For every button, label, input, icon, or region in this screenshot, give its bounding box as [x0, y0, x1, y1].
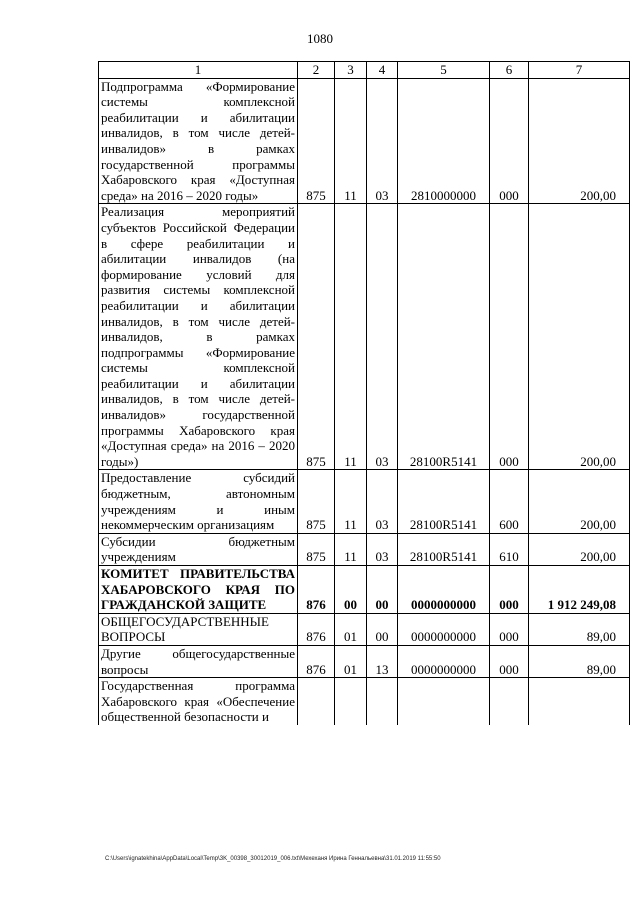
row-section [335, 678, 367, 725]
row-subsection: 00 [367, 613, 398, 645]
table-row [99, 470, 630, 533]
row-amount: 200,00 [529, 470, 630, 533]
row-expense-type: 610 [490, 533, 529, 565]
row-ministry-code [298, 678, 335, 725]
row-section: 01 [335, 613, 367, 645]
row-target-article: 28100R5141 [398, 204, 490, 470]
row-subsection [367, 678, 398, 725]
table-row [99, 204, 630, 470]
row-name: Другие общегосударственные вопросы [99, 645, 298, 677]
table-header-row [99, 62, 630, 79]
row-ministry-code: 875 [298, 470, 335, 533]
row-section: 11 [335, 533, 367, 565]
row-section: 01 [335, 645, 367, 677]
row-target-article [398, 678, 490, 725]
footer-file-path: C:\Users\ignatekhina\AppData\Local\Temp\3K_00398_30012019_006.txt\Мехеханя Ирина Геннальевна\31.01.2019 11:55:50 [105, 856, 441, 862]
table-row [99, 533, 630, 565]
table-row [99, 613, 630, 645]
table-row [99, 78, 630, 204]
header-cell: 2 [298, 62, 335, 79]
row-subsection: 00 [367, 566, 398, 614]
row-amount: 89,00 [529, 645, 630, 677]
row-subsection: 03 [367, 470, 398, 533]
header-cell: 3 [335, 62, 367, 79]
row-name: КОМИТЕТ ПРАВИТЕЛЬСТВА ХАБАРОВСКОГО КРАЯ ПО ГРАЖДАНСКОЙ ЗАЩИТЕ [99, 566, 298, 614]
row-name: Предоставление субсидий бюджетным, автономным учреждениям и иным некоммерческим организациям [99, 470, 298, 533]
row-target-article: 28100R5141 [398, 533, 490, 565]
row-target-article: 28100R5141 [398, 470, 490, 533]
row-expense-type: 000 [490, 645, 529, 677]
row-amount: 200,00 [529, 204, 630, 470]
row-subsection: 03 [367, 78, 398, 204]
header-cell: 5 [398, 62, 490, 79]
row-ministry-code: 875 [298, 204, 335, 470]
header-cell: 1 [99, 62, 298, 79]
row-name: Реализация мероприятий субъектов Российской Федерации в сфере реабилитации и абилитации инвалидов (на формирование условий для развития системы комплексной реабилитации и абилитации инвалидов, в том числе детей-инвалидов, в рамках подпрограммы «Формирование системы комплексной реабилитации и абилитации инвалидов, в том числе детей-инвалидов» государственной программы Хабаровского края «Доступная среда» на 2016 – 2020 годы») [99, 204, 298, 470]
row-ministry-code: 876 [298, 566, 335, 614]
row-ministry-code: 875 [298, 533, 335, 565]
table-row [99, 645, 630, 677]
row-ministry-code: 875 [298, 78, 335, 204]
row-target-article: 0000000000 [398, 645, 490, 677]
row-amount: 200,00 [529, 533, 630, 565]
row-expense-type [490, 678, 529, 725]
table-row [99, 678, 630, 725]
row-subsection: 13 [367, 645, 398, 677]
row-amount: 1 912 249,08 [529, 566, 630, 614]
row-section: 00 [335, 566, 367, 614]
page-number: 1080 [307, 31, 333, 46]
row-amount: 89,00 [529, 613, 630, 645]
budget-table [98, 61, 630, 725]
row-section: 11 [335, 470, 367, 533]
row-subsection: 03 [367, 533, 398, 565]
row-expense-type: 000 [490, 204, 529, 470]
row-name: ОБЩЕГОСУДАРСТВЕННЫЕ ВОПРОСЫ [99, 613, 298, 645]
row-ministry-code: 876 [298, 645, 335, 677]
row-name: Субсидии бюджетным учреждениям [99, 533, 298, 565]
row-ministry-code: 876 [298, 613, 335, 645]
row-section: 11 [335, 204, 367, 470]
table-row [99, 566, 630, 614]
row-section: 11 [335, 78, 367, 204]
row-expense-type: 600 [490, 470, 529, 533]
row-target-article: 0000000000 [398, 566, 490, 614]
header-cell: 6 [490, 62, 529, 79]
row-name: Подпрограмма «Формирование системы комплексной реабилитации и абилитации инвалидов, в том числе детей-инвалидов» в рамках государственной программы Хабаровского края «Доступная среда» на 2016 – 2020 годы» [99, 78, 298, 204]
row-amount [529, 678, 630, 725]
row-expense-type: 000 [490, 78, 529, 204]
row-target-article: 2810000000 [398, 78, 490, 204]
row-expense-type: 000 [490, 613, 529, 645]
row-subsection: 03 [367, 204, 398, 470]
row-expense-type: 000 [490, 566, 529, 614]
row-target-article: 0000000000 [398, 613, 490, 645]
header-cell: 4 [367, 62, 398, 79]
row-amount: 200,00 [529, 78, 630, 204]
header-cell: 7 [529, 62, 630, 79]
row-name: Государственная программа Хабаровского края «Обеспечение общественной безопасности и [99, 678, 298, 725]
